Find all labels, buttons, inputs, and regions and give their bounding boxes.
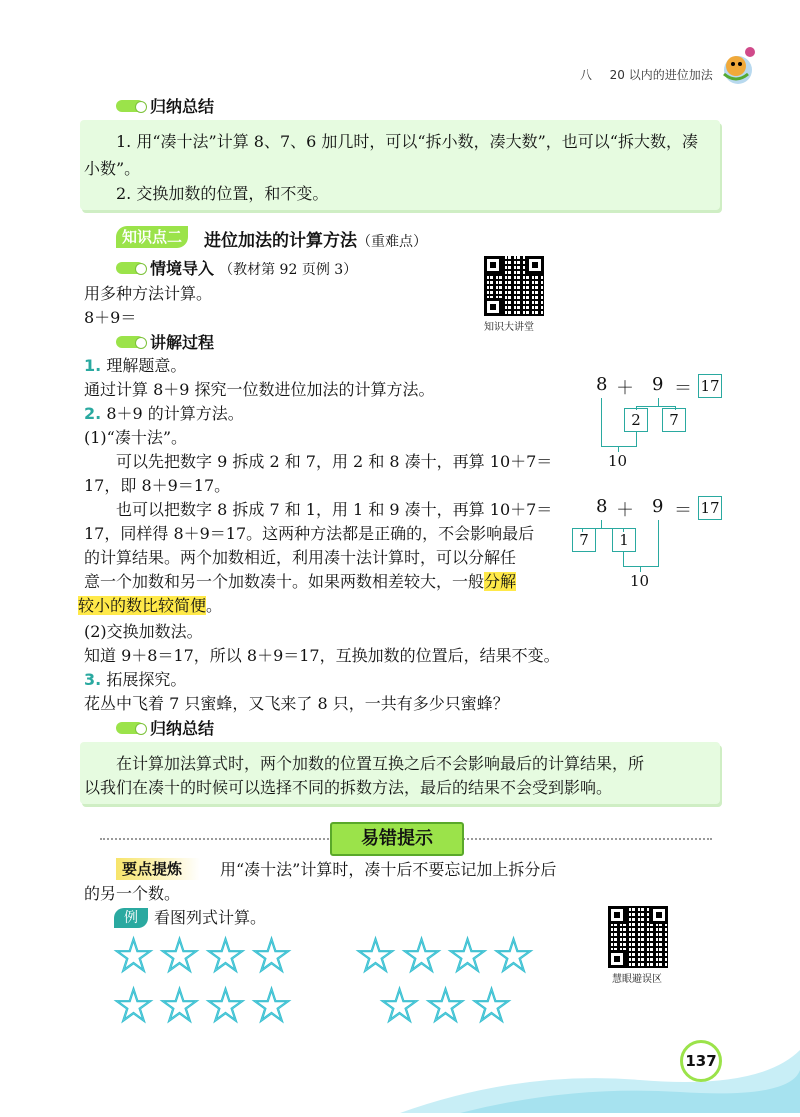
star-icon: ☆ [250, 928, 294, 984]
summary-line: 小数”。 [84, 159, 141, 178]
qr-caption: 知识大讲堂 [484, 322, 534, 333]
star-icon: ☆ [400, 928, 444, 984]
ten-label: 10 [608, 452, 628, 470]
method-1-line: 的计算结果。两个加数相近，利用凑十法计算时，可以分解任 [84, 548, 517, 567]
star-icon: ☆ [354, 928, 398, 984]
bullet-icon [116, 722, 144, 734]
method-1-line: 较小的数比较简便。 [78, 596, 223, 615]
bullet-icon [116, 262, 144, 274]
plus-sign: ＋ [616, 378, 634, 399]
summary-heading: 归纳总结 [150, 97, 215, 116]
bullet-icon [116, 100, 144, 112]
split-part-box: 7 [572, 528, 596, 552]
key-points-tag: 要点提炼 [116, 858, 200, 880]
scenario-expression: 8＋9＝ [84, 308, 137, 327]
star-icon: ☆ [204, 978, 248, 1034]
star-icon: ☆ [112, 928, 156, 984]
key-points-text: 的另一个数。 [84, 884, 181, 903]
summary-heading: 归纳总结 [150, 719, 215, 738]
addend-a: 8 [596, 496, 608, 517]
method-1-line: 17，即 8＋9＝17。 [84, 476, 231, 495]
step-1-text: 通过计算 8＋9 探究一位数进位加法的计算方法。 [84, 380, 435, 399]
equals-sign: ＝ [674, 378, 692, 399]
running-header [580, 66, 713, 83]
star-icon: ☆ [158, 928, 202, 984]
mistakes-banner: 易错提示 [330, 822, 464, 856]
addend-b: 9 [652, 374, 664, 395]
key-points-text: 用“凑十法”计算时，凑十后不要忘记加上拆分后 [220, 860, 557, 879]
summary-line: 以我们在凑十的时候可以选择不同的拆数方法，最后的结果不会受到影响。 [84, 778, 613, 797]
method-1-line: 也可以把数字 8 拆成 7 和 1，用 1 和 9 凑十，再算 10＋7＝ [116, 500, 553, 519]
equals-sign: ＝ [674, 500, 692, 521]
star-icon: ☆ [112, 978, 156, 1034]
bullet-icon [116, 336, 144, 348]
footer-wave [400, 1030, 800, 1113]
step-3-text: 花丛中飞着 7 只蜜蜂，又飞来了 8 只，一共有多少只蜜蜂？ [84, 694, 509, 713]
page-number: 137 [680, 1040, 722, 1082]
method-1-title: (1)“凑十法”。 [84, 428, 188, 447]
summary-line: 2. 交换加数的位置，和不变。 [116, 184, 329, 203]
method-2-title: (2)交换加数法。 [84, 622, 203, 641]
step-3: 3. 拓展探究。 [84, 670, 187, 689]
example-tag: 例 [114, 908, 148, 928]
star-icon: ☆ [250, 978, 294, 1034]
star-icon: ☆ [470, 978, 514, 1034]
qr-caption: 慧眼避误区 [612, 974, 662, 985]
summary-line: 1. 用“凑十法”计算 8、7、6 加几时，可以“拆小数，凑大数”，也可以“拆大数，凑 [116, 132, 698, 151]
method-2-text: 知道 9＋8＝17，所以 8＋9＝17，互换加数的位置后，结果不变。 [84, 646, 560, 665]
star-icon: ☆ [424, 978, 468, 1034]
qr-code-icon [484, 256, 544, 316]
addend-b: 9 [652, 496, 664, 517]
star-icon: ☆ [204, 928, 248, 984]
split-part-box: 7 [662, 408, 686, 432]
method-1-line: 可以先把数字 9 拆成 2 和 7，用 2 和 8 凑十，再算 10＋7＝ [116, 452, 553, 471]
example-text: 看图列式计算。 [154, 908, 267, 927]
step-2: 2. 8＋9 的计算方法。 [84, 404, 244, 423]
step-1: 1. 理解题意。 [84, 356, 187, 375]
qr-code-icon [608, 906, 668, 968]
chapter-title: 20 以内的进位加法 [609, 68, 713, 82]
explain-heading: 讲解过程 [150, 333, 215, 352]
knowledge-tag: 知识点二 [116, 226, 188, 248]
ten-label: 10 [630, 572, 650, 590]
result-box: 17 [698, 374, 722, 398]
split-part-box: 1 [612, 528, 636, 552]
star-icon: ☆ [492, 928, 536, 984]
mascot-icon [716, 44, 760, 88]
plus-sign: ＋ [616, 500, 634, 521]
method-1-line: 17，同样得 8＋9＝17。这两种方法都是正确的，不会影响最后 [84, 524, 535, 543]
addend-a: 8 [596, 374, 608, 395]
star-icon: ☆ [158, 978, 202, 1034]
method-1-line: 意一个加数和另一个加数凑十。如果两数相差较大，一般分解 [84, 572, 517, 591]
star-icon: ☆ [446, 928, 490, 984]
split-part-box: 2 [624, 408, 648, 432]
summary-line: 在计算加法算式时，两个加数的位置互换之后不会影响最后的计算结果，所 [116, 754, 645, 773]
scenario-text: 用多种方法计算。 [84, 284, 213, 303]
scenario-heading: 情境导入 （教材第 92 页例 3） [150, 259, 358, 278]
result-box: 17 [698, 496, 722, 520]
knowledge-title: 进位加法的计算方法（重难点） [204, 231, 427, 251]
star-icon: ☆ [378, 978, 422, 1034]
chapter-number: 八 [580, 68, 593, 82]
